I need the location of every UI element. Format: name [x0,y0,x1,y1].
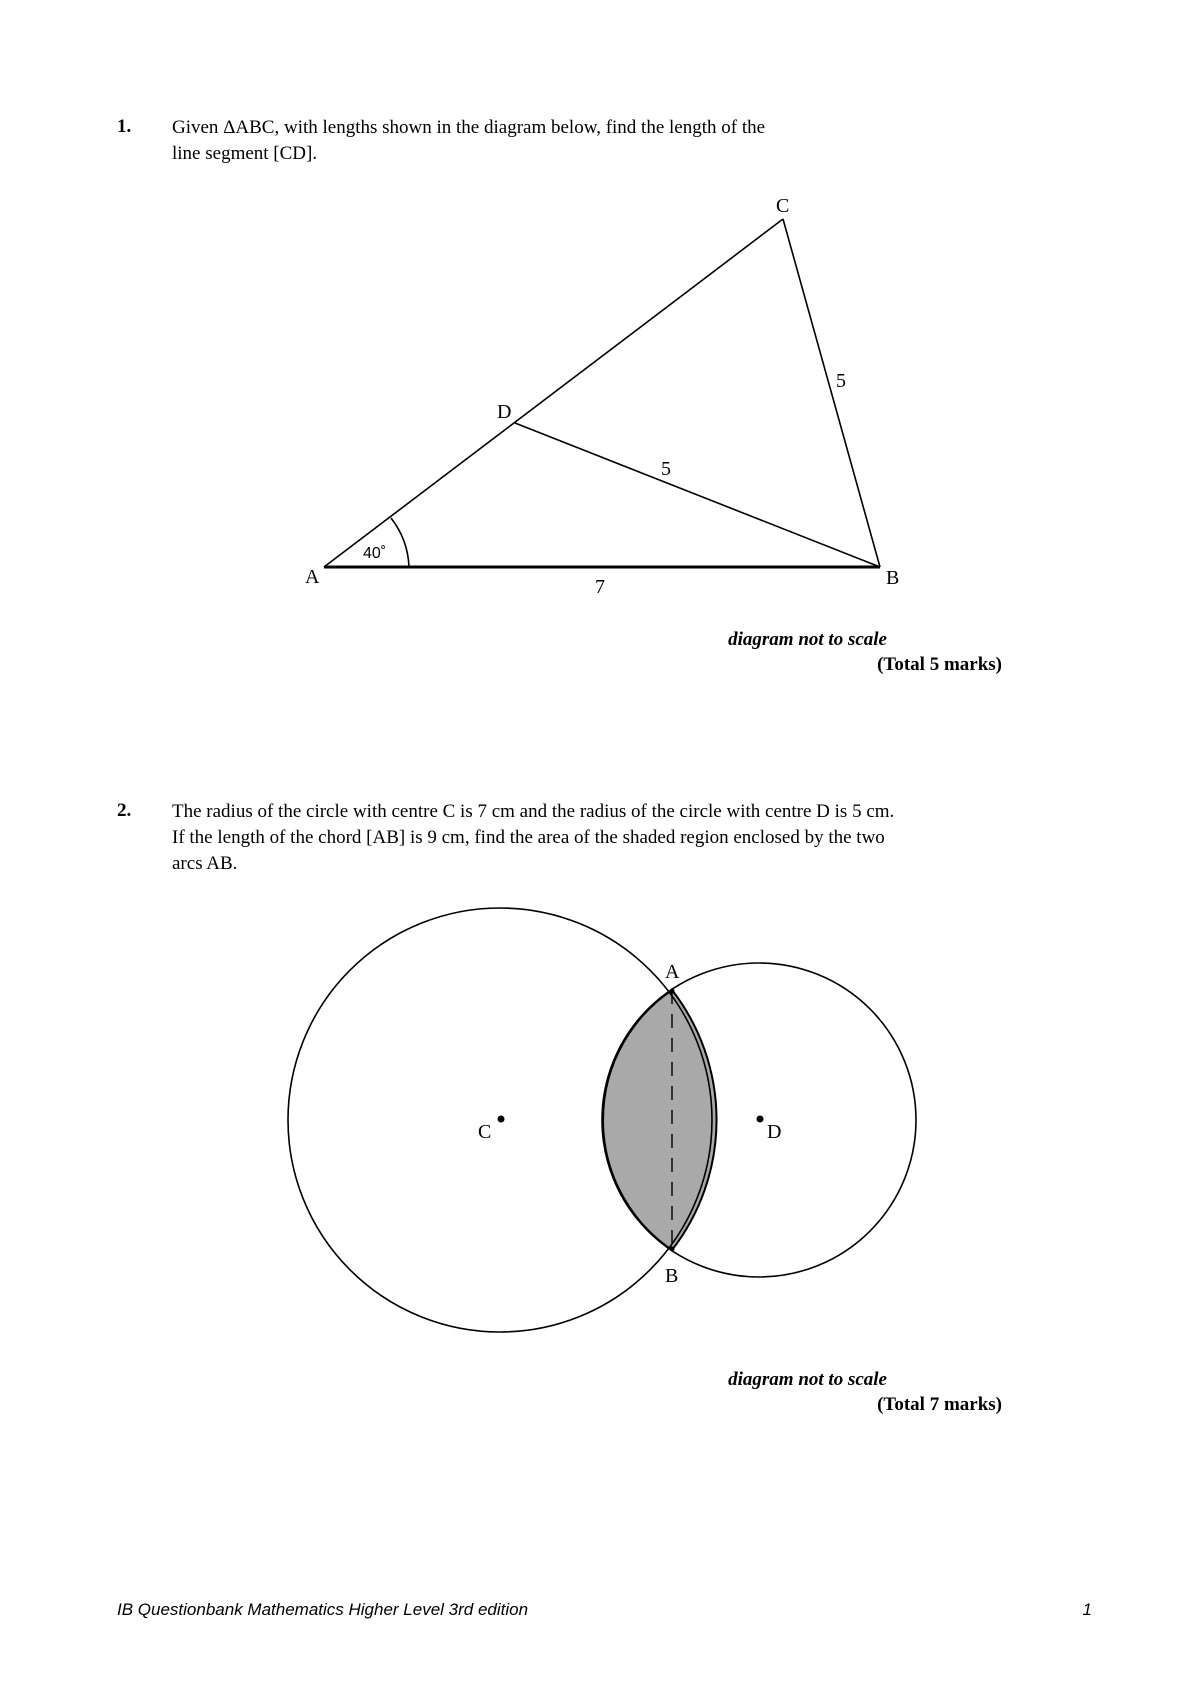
label-b: B [886,567,900,589]
question-2-scale-note: diagram not to scale [728,1369,887,1390]
length-ab: 7 [595,576,605,598]
question-2-number: 2. [117,800,132,821]
shaded-region [603,990,717,1250]
question-1-line-2: line segment [CD]. [172,143,318,164]
label-a: A [305,566,320,588]
question-1-line-1: Given ΔABC, with lengths shown in the diagram below, find the length of the [172,117,766,138]
question-1-number: 1. [117,116,132,137]
question-2-line-2: If the length of the chord [AB] is 9 cm, find the area of the shaded region enclosed by the two [172,827,885,848]
point-a-dot [670,989,675,994]
label-circle-a: A [665,961,680,983]
point-b-dot [670,1247,675,1252]
question-1-marks: (Total 5 marks) [877,654,1002,675]
label-centre-d: D [767,1121,782,1143]
length-db: 5 [661,458,671,480]
label-centre-c: C [478,1121,492,1143]
question-2-marks: (Total 7 marks) [877,1394,1002,1415]
length-bc: 5 [836,370,846,392]
question-2-line-3: arcs AB. [172,853,238,874]
label-d: D [497,401,512,423]
question-1-scale-note: diagram not to scale [728,629,887,650]
label-c: C [776,195,790,217]
angle-label: 40˚ [363,545,387,562]
question-2-note [728,1367,1002,1417]
centre-d-dot [757,1116,764,1123]
page-footer [117,1600,1092,1620]
label-circle-b: B [665,1265,679,1287]
page-number: 1 [1082,1600,1092,1619]
question-2-line-1: The radius of the circle with centre C is 7 cm and the radius of the circle with centre D is 5 cm. [172,801,895,822]
footer-title: IB Questionbank Mathematics Higher Level 3rd edition [117,1600,529,1619]
centre-c-dot [498,1116,505,1123]
